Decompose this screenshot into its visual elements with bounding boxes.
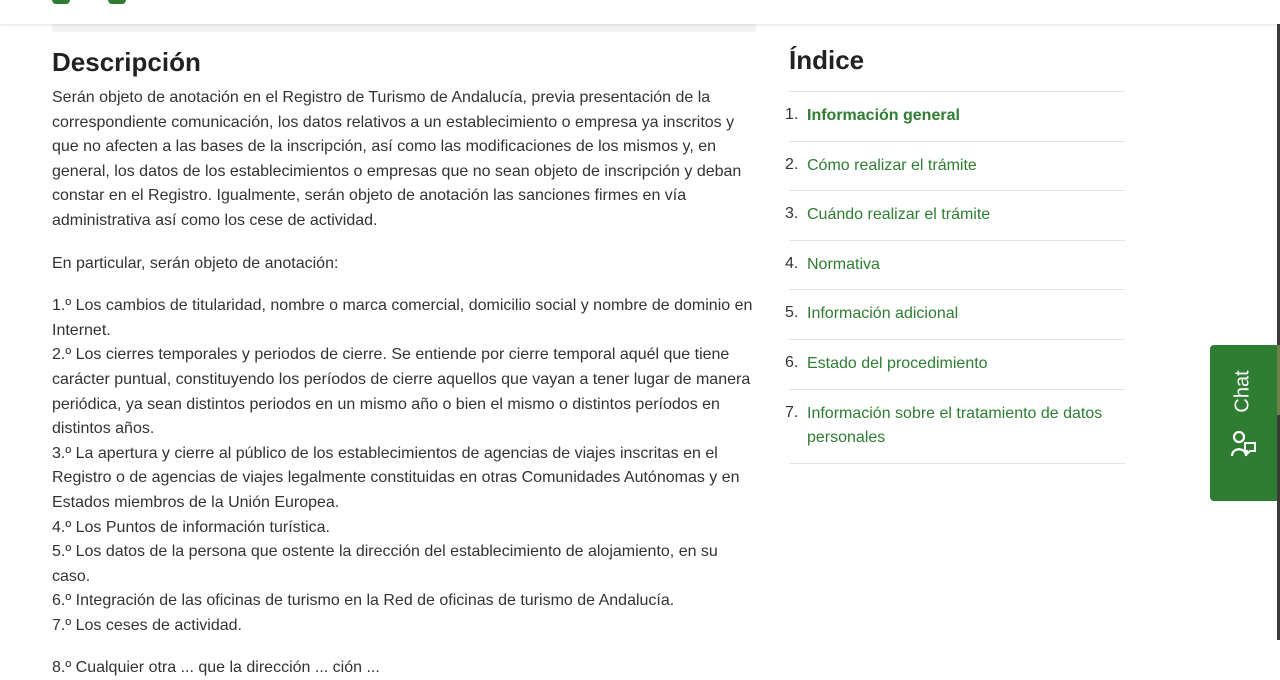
- list-item: 4.º Los Puntos de información turística.: [52, 518, 330, 536]
- toc-item-informacion-adicional: [785, 290, 1125, 340]
- toc-item-informacion-general: [785, 92, 1125, 142]
- toc-link-normativa[interactable]: Normativa: [807, 255, 880, 273]
- toc-link-informacion-adicional[interactable]: Información adicional: [807, 305, 959, 323]
- logo[interactable]: [52, 0, 70, 4]
- toc-link-cuando-realizar[interactable]: Cuándo realizar el trámite: [807, 206, 991, 224]
- annotation-list: [52, 294, 756, 638]
- particular-intro: En particular, serán objeto de anotación:: [52, 254, 339, 272]
- list-item: 1.º Los cambios de titularidad, nombre o marca comercial, domicilio social y nombre de dominio en Internet.: [52, 297, 753, 339]
- list-item: 5.º Los datos de la persona que ostente la dirección del establecimiento de alojamiento, en su caso.: [52, 543, 718, 585]
- toc-item-cuando-realizar: [785, 191, 1125, 241]
- toc-number: 6.: [785, 353, 799, 371]
- toc-item-tratamiento-datos: [785, 390, 1125, 464]
- logo-part: [108, 0, 126, 4]
- content-top-strip: [52, 24, 756, 32]
- toc-title: Índice: [789, 45, 865, 75]
- table-of-contents: [785, 38, 1125, 464]
- list-item: 7.º Los ceses de actividad.: [52, 616, 242, 634]
- toc-link-tratamiento-datos[interactable]: Información sobre el tratamiento de datos personales: [807, 404, 1103, 447]
- description-paragraph: Serán objeto de anotación en el Registro de Turismo de Andalucía, previa presentación de la correspondiente comunicación, los datos relativos a un establecimiento o empresa ya inscritos y que no afecten a las bases de la inscripción, así como las modificaciones de los mismos y, en general, los datos de los establecimientos o empresas que no sean objeto de inscripción y deban constar en el Registro. Igualmente, serán objeto de anotación las sanciones firmes en vía administrativa así como los cese de actividad.: [52, 89, 742, 229]
- toc-number: 7.: [785, 403, 799, 421]
- top-header-bar: [0, 0, 1280, 24]
- toc-number: 5.: [785, 304, 799, 322]
- toc-item-normativa: [785, 241, 1125, 291]
- section-title-descripcion: Descripción: [52, 47, 201, 77]
- list-item: 6.º Integración de las oficinas de turismo en la Red de oficinas de turismo de Andalucía.: [52, 592, 675, 610]
- toc-item-como-realizar: [785, 142, 1125, 192]
- toc-item-estado-procedimiento: [785, 340, 1125, 390]
- chat-person-icon: [1229, 429, 1259, 459]
- toc-number: 1.: [785, 106, 799, 123]
- toc-number: 2.: [785, 155, 799, 173]
- toc-number: 3.: [785, 205, 799, 223]
- toc-link-como-realizar[interactable]: Cómo realizar el trámite: [807, 156, 977, 174]
- cut-off-text: 8.º Cualquier otra ... que la dirección ... ción ...: [52, 659, 380, 677]
- toc-link-informacion-general[interactable]: Información general: [807, 107, 960, 124]
- toc-list: [785, 91, 1125, 464]
- main-content: [52, 44, 756, 677]
- toc-number: 4.: [785, 254, 799, 272]
- chat-button[interactable]: [1210, 345, 1277, 501]
- list-item: 2.º Los cierres temporales y periodos de cierre. Se entiende por cierre temporal aquél que tiene carácter puntual, constituyendo los períodos de cierre aquellos que vayan a tener lugar de manera periódica, ya sean distintos periodos en un mismo año o bien el mismo o distintos períodos en distintos años.: [52, 346, 751, 438]
- list-item: 3.º La apertura y cierre al público de los establecimientos de agencias de viajes inscritas en el Registro o de agencias de viajes legalmente constituidas en otras Comunidades Autónomas y en Estados miembros de la Unión Europea.: [52, 444, 740, 511]
- toc-link-estado-procedimiento[interactable]: Estado del procedimiento: [807, 354, 988, 372]
- chat-label: Chat: [1232, 369, 1254, 413]
